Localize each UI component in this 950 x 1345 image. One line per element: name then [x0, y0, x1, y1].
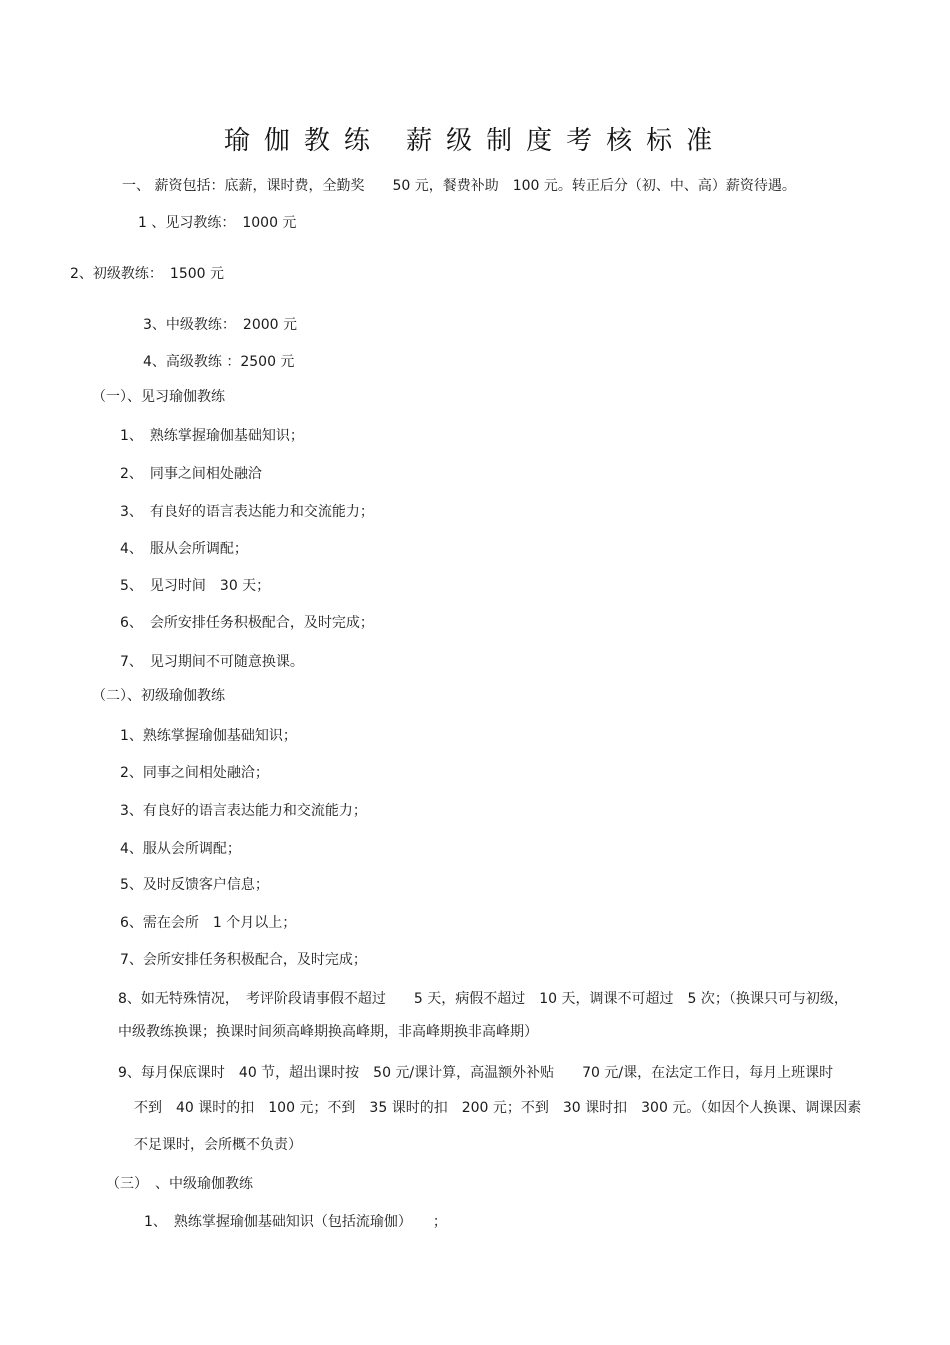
- list-item: 7、 见习期间不可随意换课。: [120, 654, 304, 670]
- salary-level-4: 4、高级教练 ：2500 元: [143, 354, 295, 370]
- list-item: 5、及时反馈客户信息；: [120, 877, 269, 893]
- salary-level-2: 2、初级教练： 1500 元: [70, 266, 224, 282]
- list-item: 2、 同事之间相处融洽: [120, 466, 262, 482]
- list-item-9-line-1: 9、每月保底课时 40 节，超出课时按 50 元/课计算，高温额外补贴 70 元/课，在法定工作日，每月上班课时: [118, 1065, 834, 1081]
- list-item-8-line-1: 8、如无特殊情况， 考评阶段请事假不超过 5 天，病假不超过 10 天，调课不可超过 5 次；（换课只可与初级，: [118, 991, 848, 1007]
- section-heading-3: （三） 、中级瑜伽教练: [106, 1176, 253, 1192]
- section-heading-1: （一）、见习瑜伽教练: [92, 389, 225, 405]
- list-item: 2、同事之间相处融洽；: [120, 765, 269, 781]
- list-item: 4、 服从会所调配；: [120, 541, 248, 557]
- list-item: 6、需在会所 1 个月以上；: [120, 915, 297, 931]
- list-item: 4、服从会所调配；: [120, 841, 241, 857]
- salary-intro: 一、 薪资包括：底薪，课时费，全勤奖 50 元，餐费补助 100 元。转正后分（初、中、高）薪资待遇。: [122, 178, 796, 194]
- salary-level-1: 1 、见习教练： 1000 元: [138, 215, 297, 231]
- list-item: 1、熟练掌握瑜伽基础知识；: [120, 728, 297, 744]
- list-item: 1、 熟练掌握瑜伽基础知识；: [120, 428, 304, 444]
- page-title: 瑜伽教练 薪级制度考核标准: [223, 126, 727, 156]
- list-item: 7、会所安排任务积极配合，及时完成；: [120, 952, 367, 968]
- list-item-9-line-3: 不足课时，会所概不负责）: [134, 1137, 302, 1153]
- section-heading-2: （二）、初级瑜伽教练: [92, 688, 225, 704]
- list-item: 3、 有良好的语言表达能力和交流能力；: [120, 504, 374, 520]
- list-item: 3、有良好的语言表达能力和交流能力；: [120, 803, 367, 819]
- list-item: 6、 会所安排任务积极配合，及时完成；: [120, 615, 374, 631]
- list-item-8-line-2: 中级教练换课；换课时间须高峰期换高峰期，非高峰期换非高峰期）: [118, 1024, 538, 1040]
- list-item: 5、 见习时间 30 天；: [120, 578, 271, 594]
- list-item: 1、 熟练掌握瑜伽基础知识（包括流瑜伽） ；: [144, 1214, 447, 1230]
- list-item-9-line-2: 不到 40 课时的扣 100 元；不到 35 课时的扣 200 元；不到 30 课时扣 300 元。（如因个人换课、调课因素: [134, 1100, 862, 1116]
- salary-level-3: 3、中级教练： 2000 元: [143, 317, 297, 333]
